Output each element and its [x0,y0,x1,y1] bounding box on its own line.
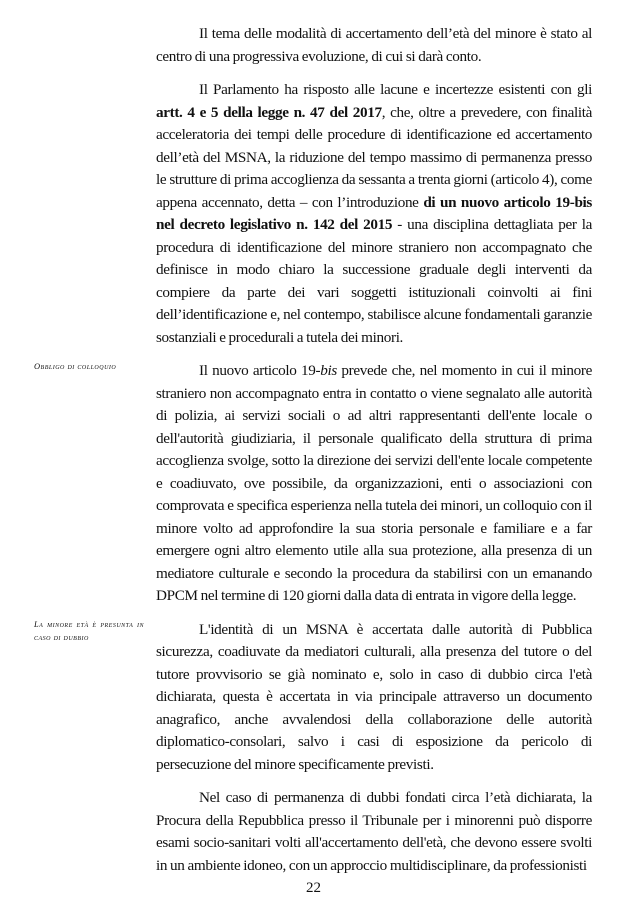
paragraph-3-text-2: prevede che, nel momento in cui il minore straniero non accompagnato entra in contatto o viene segnalato alle autorità di polizia, ai servizi sociali o ad altri rappresentanti dell'ente locale o dell'autorità giudiziaria, il personale qualificato della struttura di prima accoglienza svolge, sotto la direzione dei servizi dell'ente locale competente e coadiuvato, ove possibile, da organizzazioni, enti o associazioni con comprovata e specifica esperienza nella tutela dei minori, un colloquio con il minore volto ad approfondire la sua storia personale e familiare e a far emergere ogni altro elemento utile alla sua protezione, alla presenza di un mediatore culturale e secondo la procedura da stabilirsi con un emanando DPCM nel termine di 120 giorni dalla data di entrata in vigore della legge. [156,362,592,604]
page-number: 22 [306,880,321,896]
document-body [156,23,592,888]
paragraph-2-text-2: , che, oltre a prevedere, con finalità acceleratoria dei tempi delle procedure di identificazione ed accertamento dell’età del MSNA, la riduzione del tempo massimo di permanenza presso le strutture di prima accoglienza da sessanta a trenta giorni (articolo 4), come appena accennato, detta – con l’introduzione [156,103,592,211]
paragraph-2-bold-new-article: di un nuovo articolo 19-bis nel decreto legislativo n. 142 del 2015 [156,193,592,233]
paragraph-5: Nel caso di permanenza di dubbi fondati circa l’età dichiarata, la Procura della Repubblica presso il Tribunale per i minorenni può disporre esami socio-sanitari volti all'accertamento dell'età, che devono essere svolti in un ambiente idoneo, con un approccio multidisciplinare, da professionisti [156,789,592,874]
paragraph-4: L'identità di un MSNA è accertata dalle autorità di Pubblica sicurezza, coadiuvate da mediatori culturali, alla presenza del tutore o del tutore provvisorio se già nominato e, solo in caso di dubbio circa l'età dichiarata, questa è accertata in via principale attraverso un documento anagrafico, anche avvalendosi della collaborazione delle autorità diplomatico-consolari, salvo i casi di esposizione da pericolo di persecuzione del minore specificamente previsti. [156,620,592,773]
paragraph-3-text-1: Il nuovo articolo 19- [199,362,321,379]
paragraph-3 [156,360,592,608]
margin-note-obbligo-di-colloquio: Obbligo di colloquio [34,362,117,371]
paragraph-3-italic-bis: bis [320,362,337,379]
paragraph-1: Il tema delle modalità di accertamento dell’età del minore è stato al centro di una progressiva evoluzione, di cui si darà conto. [156,25,592,65]
paragraph-2 [156,79,592,349]
margin-note-minore-eta-presunta: La minore età è presunta in caso di dubbio [34,620,144,642]
paragraph-2-bold-law-reference: artt. 4 e 5 della legge n. 47 del 2017 [156,103,382,121]
paragraph-2-text-1: Il Parlamento ha risposto alle lacune e incertezze esistenti con gli [199,81,592,98]
paragraph-2-text-3: - una disciplina dettagliata per la procedura di identificazione del minore straniero non accompagnato che definisce in modo chiaro la successione graduale degli interventi da compiere da parte dei vari soggetti istituzionali coinvolti ai fini dell’identificazione e, nel contempo, stabilisce alcune fondamentali garanzie sostanziali e procedurali a tutela dei minori. [156,216,592,346]
